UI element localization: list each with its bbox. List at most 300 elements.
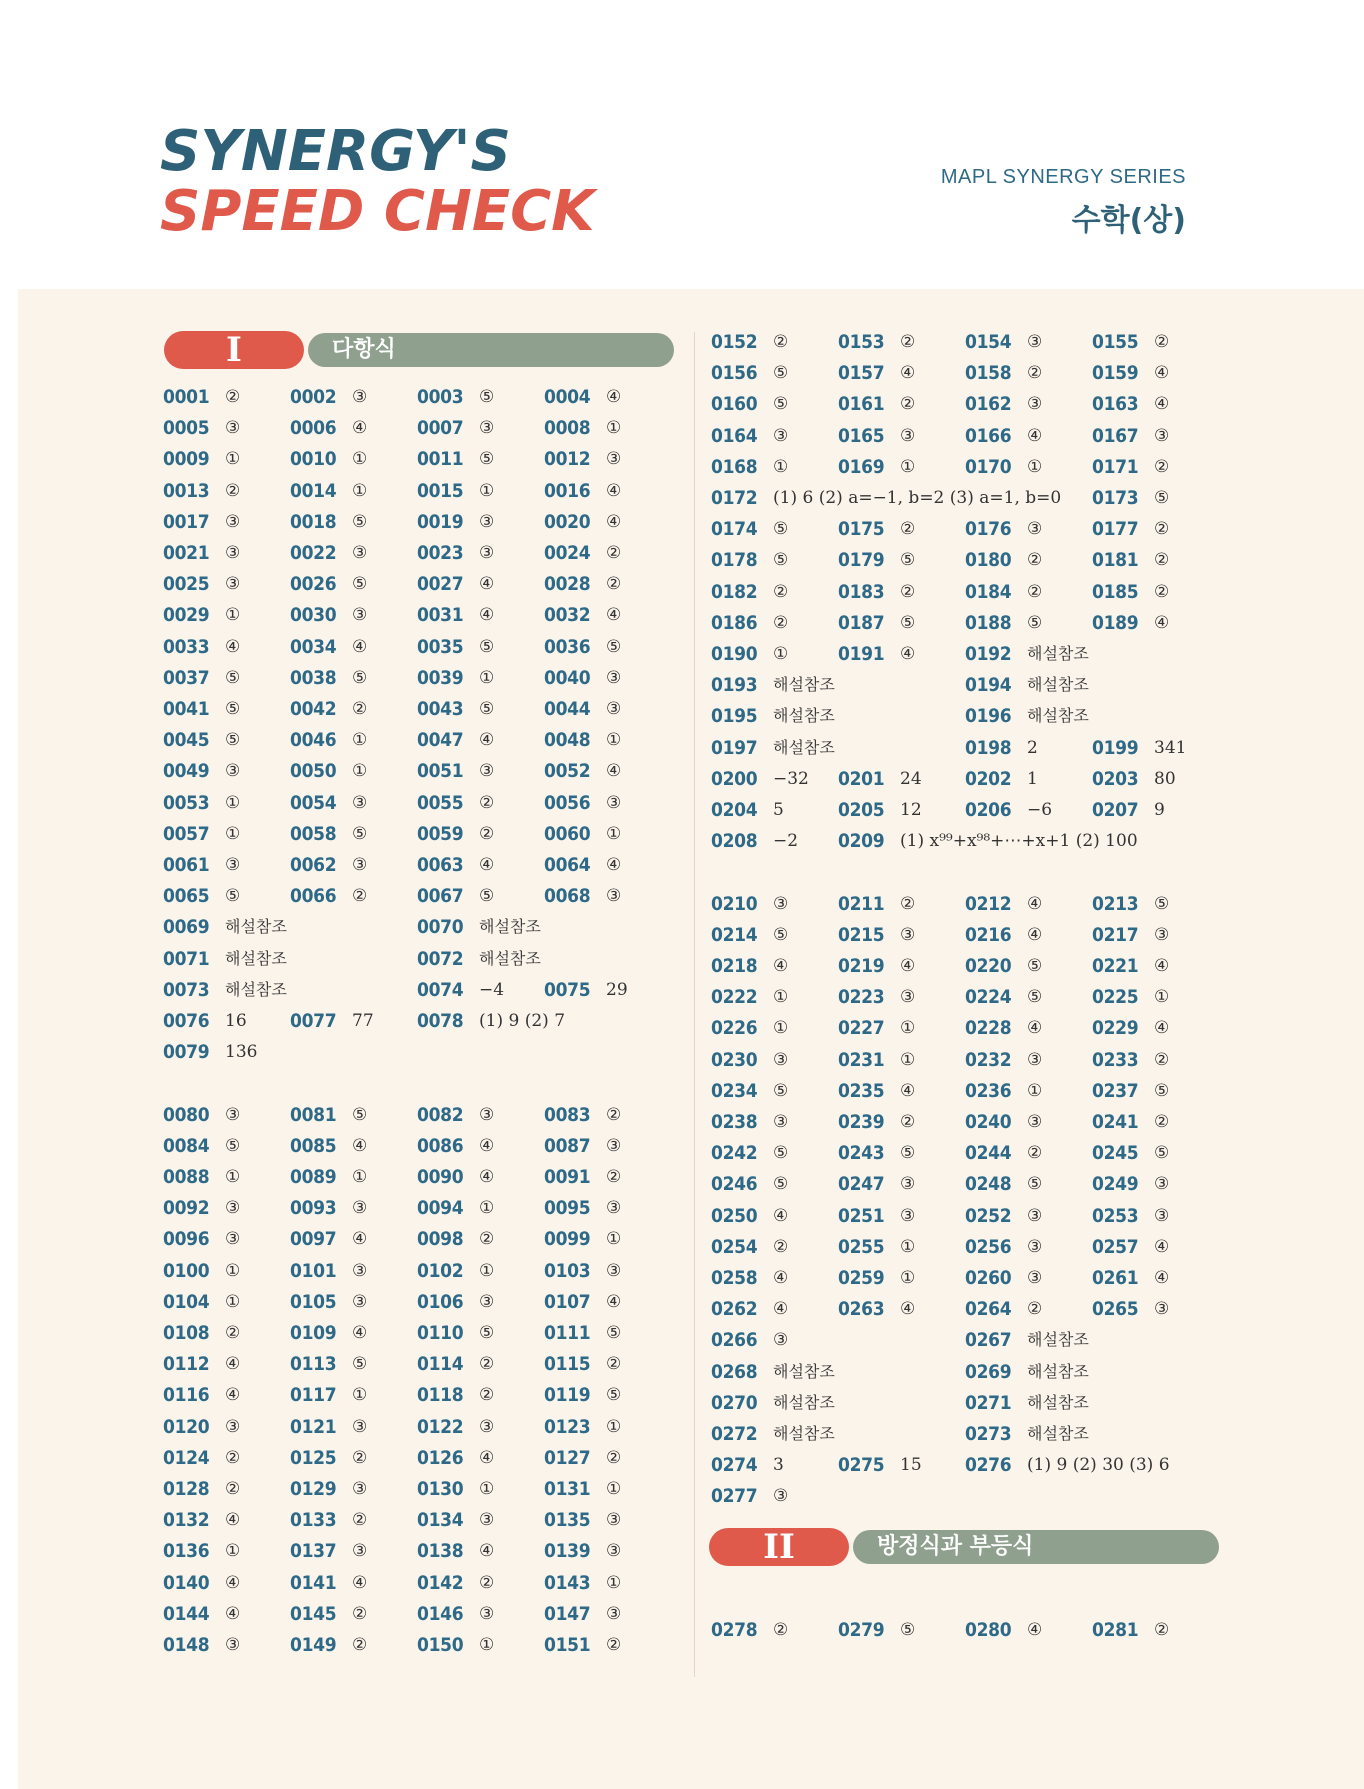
problem-number: 0019 [417,510,464,533]
answer-value: ⑤ [606,1385,622,1406]
problem-number: 0022 [290,542,337,564]
answer-row [163,1476,671,1502]
answer-value: ⑤ [900,1620,916,1640]
problem-number: 0119 [544,1384,591,1407]
problem-number: 0060 [544,822,591,845]
answer-row [711,1452,1219,1478]
problem-number: 0011 [417,448,464,471]
problem-number: 0137 [290,1540,337,1563]
problem-number: 0067 [417,885,464,908]
problem-number: 0247 [838,1173,885,1196]
answer-row [163,821,671,847]
problem-number: 0170 [965,455,1012,478]
answer-value: ② [479,1354,495,1375]
problem-number: 0186 [711,611,758,634]
problem-number: 0088 [163,1166,210,1188]
problem-number: 0207 [1092,799,1139,821]
answer-value: ③ [225,1229,241,1250]
problem-number: 0064 [544,854,591,876]
problem-number: 0150 [417,1634,464,1656]
answer-row [163,1570,671,1596]
problem-number: 0159 [1092,362,1139,385]
problem-number: 0030 [290,604,337,627]
problem-number: 0220 [965,955,1012,977]
answer-value: ② [479,1572,495,1593]
answer-value: ⑤ [352,667,368,688]
answer-value: ③ [606,449,622,470]
answer-row [163,1445,671,1471]
problem-number: 0273 [965,1423,1012,1445]
answer-row [163,415,671,441]
answer-value: ⑤ [479,387,495,407]
answer-value: ④ [606,855,622,875]
answer-value: ④ [479,1135,495,1156]
answer-row [711,1483,1219,1509]
problem-number: 0151 [544,1634,591,1656]
answer-row [711,1203,1219,1229]
answer-value: ④ [1027,893,1043,914]
answer-value: ① [352,449,368,470]
answer-value: ③ [225,511,241,532]
problem-number: 0148 [163,1634,210,1656]
answer-value: 5 [773,800,784,820]
problem-number: 0197 [711,736,758,759]
problem-number: 0041 [163,698,210,720]
answer-row [163,790,671,816]
problem-number: 0221 [1092,955,1139,977]
answer-value: ② [225,387,241,407]
answer-row [711,1327,1219,1353]
answer-value: ① [225,1291,241,1312]
answer-value: ④ [900,1080,916,1101]
problem-number: 0135 [544,1509,591,1532]
problem-number: 0023 [417,542,464,564]
answer-value: ③ [606,1603,622,1624]
problem-number: 0279 [838,1619,885,1641]
answer-value: ⑤ [773,924,789,945]
answer-value: ① [606,730,622,751]
answer-value: ④ [900,956,916,976]
problem-number: 0025 [163,573,210,596]
answer-row [711,423,1219,449]
answer-value: ① [479,1635,495,1655]
problem-number: 0169 [838,455,885,478]
answer-value: ⑤ [352,574,368,595]
answer-value: 해설참조 [773,1361,835,1381]
problem-number: 0049 [163,760,210,783]
answer-value: ③ [225,574,241,595]
answer-row [711,1171,1219,1197]
answer-row [711,516,1219,542]
problem-number: 0208 [711,830,758,853]
answer-value: ① [606,1229,622,1250]
problem-number: 0008 [544,417,591,440]
answer-value: ③ [352,543,368,563]
problem-number: 0045 [163,729,210,752]
problem-number: 0239 [838,1111,885,1133]
problem-number: 0246 [711,1173,758,1196]
answer-value: 3 [773,1455,784,1476]
problem-number: 0260 [965,1267,1012,1289]
answer-value: ④ [1027,425,1043,446]
answer-value: ① [606,1479,622,1499]
answer-row [711,891,1219,917]
problem-number: 0017 [163,510,210,533]
answer-value: ③ [1027,1112,1043,1132]
problem-number: 0237 [1092,1079,1139,1102]
problem-number: 0146 [417,1602,464,1625]
answer-value: ③ [606,1260,622,1281]
answer-value: ④ [606,1291,622,1312]
answer-value: ② [1027,581,1043,602]
problem-number: 0044 [544,698,591,720]
answer-value: ③ [606,1541,622,1562]
problem-number: 0252 [965,1204,1012,1227]
answer-value: ① [1027,1080,1043,1101]
problem-number: 0177 [1092,518,1139,541]
answer-value: ① [479,667,495,688]
answer-row [711,1359,1219,1385]
problem-number: 0033 [163,635,210,658]
answer-value: ⑤ [773,1080,789,1101]
problem-number: 0098 [417,1228,464,1251]
problem-number: 0219 [838,955,885,977]
problem-number: 0094 [417,1197,464,1220]
answer-row [711,1421,1219,1447]
answer-value: ③ [352,387,368,407]
problem-number: 0113 [290,1353,337,1376]
answer-value: ② [606,574,622,595]
answer-value: −4 [479,979,505,1000]
answer-value: ① [773,1018,789,1039]
problem-number: 0039 [417,666,464,689]
problem-number: 0139 [544,1540,591,1563]
answer-value: ④ [479,1447,495,1468]
answer-value: 해설참조 [225,979,287,999]
answer-value: ⑤ [225,730,241,751]
answer-value: ⑤ [479,636,495,657]
answer-row [711,672,1219,698]
problem-number: 0165 [838,424,885,447]
answer-value: 24 [900,768,922,789]
answer-value: ③ [900,425,916,446]
problem-number: 0047 [417,729,464,752]
problem-number: 0191 [838,643,885,665]
problem-number: 0228 [965,1017,1012,1040]
answer-value: ④ [900,1299,916,1320]
answer-value: ④ [900,363,916,384]
problem-number: 0217 [1092,923,1139,946]
problem-number: 0145 [290,1602,337,1625]
answer-value: 해설참조 [773,1392,835,1412]
answer-value: ② [773,1620,789,1640]
answer-value: ③ [1154,425,1170,446]
problem-number: 0107 [544,1290,591,1313]
answer-value: ① [1027,456,1043,477]
problem-number: 0272 [711,1423,758,1445]
section-title-bar [853,1530,1219,1564]
problem-number: 0205 [838,799,885,821]
answer-value: ③ [1154,1205,1170,1226]
answer-row [163,696,671,722]
problem-number: 0073 [163,978,210,1001]
answer-row [711,1617,1219,1643]
problem-number: 0158 [965,362,1012,385]
problem-number: 0222 [711,986,758,1009]
answer-value: ① [606,1416,622,1437]
problem-number: 0262 [711,1298,758,1321]
problem-number: 0122 [417,1415,464,1438]
answer-value: ③ [1027,1236,1043,1257]
answer-value: ⑤ [479,699,495,719]
problem-number: 0168 [711,455,758,478]
problem-number: 0118 [417,1384,464,1407]
answer-value: ⑤ [1027,1174,1043,1195]
answer-value: ③ [773,893,789,914]
problem-number: 0052 [544,760,591,783]
problem-number: 0114 [417,1353,464,1376]
problem-number: 0057 [163,822,210,845]
answer-row [711,641,1219,667]
answer-value: ③ [352,1416,368,1437]
problem-number: 0192 [965,643,1012,665]
answer-row [163,1601,671,1627]
answer-value: ④ [1154,394,1170,415]
problem-number: 0259 [838,1267,885,1289]
answer-value: (1) 6 (2) a=−1, b=2 (3) a=1, b=0 [773,488,1062,508]
problem-number: 0078 [417,1010,464,1032]
answer-value: ① [225,823,241,844]
problem-number: 0104 [163,1290,210,1313]
problem-number: 0212 [965,892,1012,915]
problem-number: 0182 [711,580,758,603]
problem-number: 0065 [163,885,210,908]
problem-number: 0149 [290,1634,337,1656]
answer-row [163,540,671,566]
problem-number: 0006 [290,417,337,440]
problem-number: 0012 [544,448,591,471]
answer-value: ④ [606,387,622,407]
problem-number: 0053 [163,791,210,814]
problem-number: 0071 [163,947,210,970]
problem-number: 0250 [711,1204,758,1227]
answer-value: ① [606,1572,622,1593]
answer-value: ② [900,581,916,602]
answer-value: 136 [225,1042,258,1063]
answer-value: ② [352,1635,368,1655]
answer-value: ④ [225,1354,241,1375]
answer-value: ⑤ [773,1174,789,1195]
answer-value: ② [773,332,789,352]
problem-number: 0215 [838,923,885,946]
problem-number: 0106 [417,1290,464,1313]
answer-value: ⑤ [352,511,368,532]
answer-value: 해설참조 [773,675,835,695]
answer-value: ④ [479,574,495,595]
series-name: MAPL SYNERGY SERIES [940,166,1186,188]
answer-value: ② [1154,550,1170,571]
problem-number: 0063 [417,854,464,876]
problem-number: 0021 [163,542,210,564]
answer-value: ⑤ [606,636,622,657]
answer-value: ⑤ [479,449,495,470]
answer-row [711,953,1219,979]
problem-number: 0014 [290,479,337,502]
answer-value: ② [900,519,916,540]
problem-number: 0189 [1092,611,1139,634]
answer-row [711,1109,1219,1135]
problem-number: 0032 [544,604,591,627]
answer-row [163,1102,671,1128]
answer-value: ② [1027,1299,1043,1320]
problem-number: 0141 [290,1571,337,1594]
answer-value: ⑤ [1027,956,1043,976]
answer-row [163,634,671,660]
problem-number: 0117 [290,1384,337,1407]
problem-number: 0069 [163,916,210,939]
answer-value: ③ [1027,519,1043,540]
problem-number: 0075 [544,978,591,1001]
answer-value: ③ [1027,332,1043,352]
answer-row [163,509,671,535]
problem-number: 0136 [163,1540,210,1563]
answer-value: (1) x⁹⁹+x⁹⁸+⋯+x+1 (2) 100 [900,831,1138,852]
answer-value: 해설참조 [1027,1361,1089,1381]
answer-row [711,1234,1219,1260]
problem-number: 0263 [838,1298,885,1321]
problem-number: 0240 [965,1111,1012,1133]
problem-number: 0184 [965,580,1012,603]
problem-number: 0034 [290,635,337,658]
problem-number: 0097 [290,1228,337,1251]
problem-number: 0091 [544,1166,591,1188]
section-title: 방정식과 부등식 [877,1534,1034,1559]
answer-value: ① [352,1167,368,1187]
answer-row [163,1226,671,1252]
problem-number: 0016 [544,479,591,502]
problem-number: 0160 [711,393,758,416]
problem-number: 0147 [544,1602,591,1625]
problem-number: 0050 [290,760,337,783]
answer-value: ⑤ [479,886,495,907]
answer-row [163,571,671,597]
answer-row [711,579,1219,605]
problem-number: 0028 [544,573,591,596]
answer-row [711,797,1219,823]
problem-number: 0133 [290,1509,337,1532]
problem-number: 0232 [965,1048,1012,1071]
subject-name: 수학(상) [1071,203,1186,238]
answer-value: ⑤ [1027,987,1043,1008]
answer-value: ④ [225,1603,241,1624]
problem-number: 0269 [965,1360,1012,1383]
answer-value: ③ [606,886,622,907]
answer-row [711,766,1219,792]
answer-value: ④ [606,605,622,626]
answer-value: ② [773,581,789,602]
answer-value: ① [352,480,368,501]
answer-value: ④ [1154,1236,1170,1257]
answer-row [711,735,1219,761]
problem-number: 0111 [544,1322,591,1344]
problem-number: 0268 [711,1360,758,1383]
answer-value: ③ [479,1510,495,1531]
problem-number: 0180 [965,549,1012,572]
answer-value: ③ [773,1486,789,1507]
answer-value: 해설참조 [479,948,541,968]
problem-number: 0066 [290,885,337,908]
answer-value: ④ [1154,1018,1170,1039]
answer-value: ① [225,605,241,626]
problem-number: 0112 [163,1353,210,1376]
answer-value: ③ [606,792,622,813]
answer-value: ④ [479,1541,495,1562]
answer-value: 해설참조 [1027,1392,1089,1412]
answer-value: ⑤ [900,550,916,571]
problem-number: 0109 [290,1322,337,1344]
answer-value: 1 [1027,768,1038,789]
answer-value: ④ [1154,612,1170,633]
answer-value: ② [352,1510,368,1531]
problem-number: 0230 [711,1048,758,1071]
answer-value: ④ [606,511,622,532]
answer-value: ① [900,1018,916,1039]
answer-row [711,1015,1219,1041]
answer-value: −2 [773,831,799,852]
problem-number: 0029 [163,604,210,627]
problem-number: 0142 [417,1571,464,1594]
answer-value: ③ [479,1603,495,1624]
answer-row [711,360,1219,386]
answer-value: ③ [606,699,622,719]
answer-value: ② [352,886,368,907]
problem-number: 0105 [290,1290,337,1313]
answer-value: ⑤ [225,886,241,907]
problem-number: 0013 [163,479,210,502]
answer-value: ① [479,1260,495,1281]
problem-number: 0275 [838,1454,885,1477]
answer-row [711,1140,1219,1166]
answer-value: ⑤ [900,612,916,633]
answer-value: ④ [479,1167,495,1187]
answer-value: 2 [1027,737,1038,758]
answer-value: ⑤ [773,363,789,384]
problem-number: 0164 [711,424,758,447]
answer-row [163,1195,671,1221]
answer-row [163,977,671,1003]
answer-value: ② [900,893,916,914]
answer-value: ③ [606,1198,622,1219]
answer-row [163,727,671,753]
answer-value: ① [900,1236,916,1257]
problem-number: 0218 [711,955,758,977]
section-title: 다항식 [332,337,396,362]
answer-value: ⑤ [606,1323,622,1343]
problem-number: 0173 [1092,487,1139,509]
problem-number: 0072 [417,947,464,970]
answer-value: 12 [900,800,922,820]
problem-number: 0213 [1092,892,1139,915]
problem-number: 0099 [544,1228,591,1251]
answer-value: ④ [1154,956,1170,976]
answer-value: ④ [1154,1268,1170,1288]
problem-number: 0051 [417,760,464,783]
problem-number: 0277 [711,1485,758,1508]
answer-value: ③ [1154,924,1170,945]
answer-value: ⑤ [1154,1080,1170,1101]
problem-number: 0241 [1092,1111,1139,1133]
answer-value: ② [900,1112,916,1132]
